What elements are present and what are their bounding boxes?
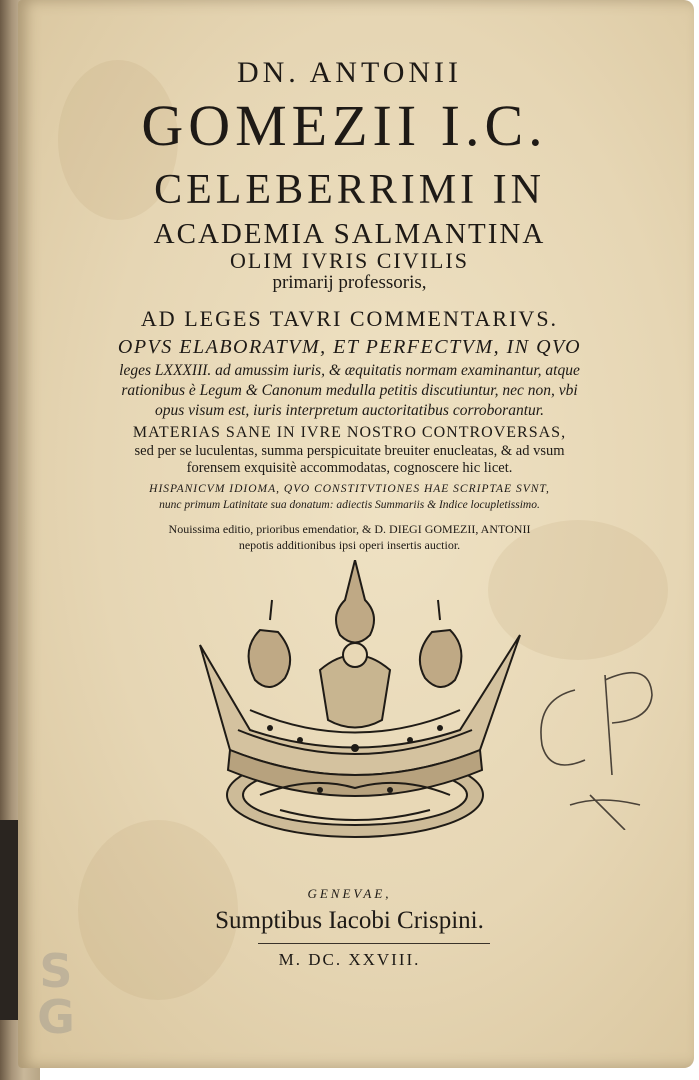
work-title: AD LEGES TAVRI COMMENTARIVS. — [140, 306, 559, 331]
materias-line: sed per se luculentas, summa perspicuitate breuiter enucleatas, & ad vsum — [134, 443, 565, 459]
description-line: rationibus è Legum & Canonum medulla petitis discutiuntur, nec non, vbi — [121, 382, 578, 399]
professor-line: primarij professoris, — [272, 272, 427, 293]
author-prefix: DN. ANTONII — [236, 56, 463, 89]
handwritten-sketch-icon — [530, 655, 690, 830]
academy-line: ACADEMIA SALMANTINA — [153, 218, 546, 250]
materias-line: forensem exquisitè accommodatas, cognoscere hic licet. — [186, 460, 513, 476]
library-stamp-icon: S G — [37, 944, 75, 1044]
description-line: opus visum est, iuris interpretum auctoritatibus corroborantur. — [155, 402, 544, 419]
edition-line: Nouissima editio, prioribus emendatior, & D. DIEGI GOMEZII, ANTONII — [168, 522, 531, 536]
edition-line: nepotis additionibus ipsi operi insertis auctior. — [238, 538, 461, 552]
crown-printers-device-icon — [160, 560, 550, 860]
imprint-rule — [258, 943, 490, 944]
hispanicum-heading: HISPANICVM IDIOMA, QVO CONSTITVTIONES HAE SCRIPTAE SVNT, — [149, 483, 550, 495]
imprint-place: GENEVAE, — [307, 886, 392, 901]
imprint-year: M. DC. XXVIII. — [278, 950, 421, 969]
materias-heading: MATERIAS SANE IN IVRE NOSTRO CONTROVERSAS, — [132, 424, 567, 441]
hispanicum-line: nunc primum Latinitate sua donatum: adiectis Summariis & Indice locupletissimo. — [159, 499, 540, 511]
subtitle-line: CELEBERRIMI IN — [154, 167, 545, 213]
author-name: GOMEZII I.C. — [141, 93, 548, 158]
imprint-publisher: Sumptibus Iacobi Crispini. — [215, 907, 484, 934]
civil-law-line: OLIM IVRIS CIVILIS — [230, 248, 469, 273]
description-line: leges LXXXIII. ad amussim iuris, & æquitatis normam examinantur, atque — [119, 362, 580, 379]
description-heading: OPVS ELABORATVM, ET PERFECTVM, IN QVO — [117, 336, 582, 358]
